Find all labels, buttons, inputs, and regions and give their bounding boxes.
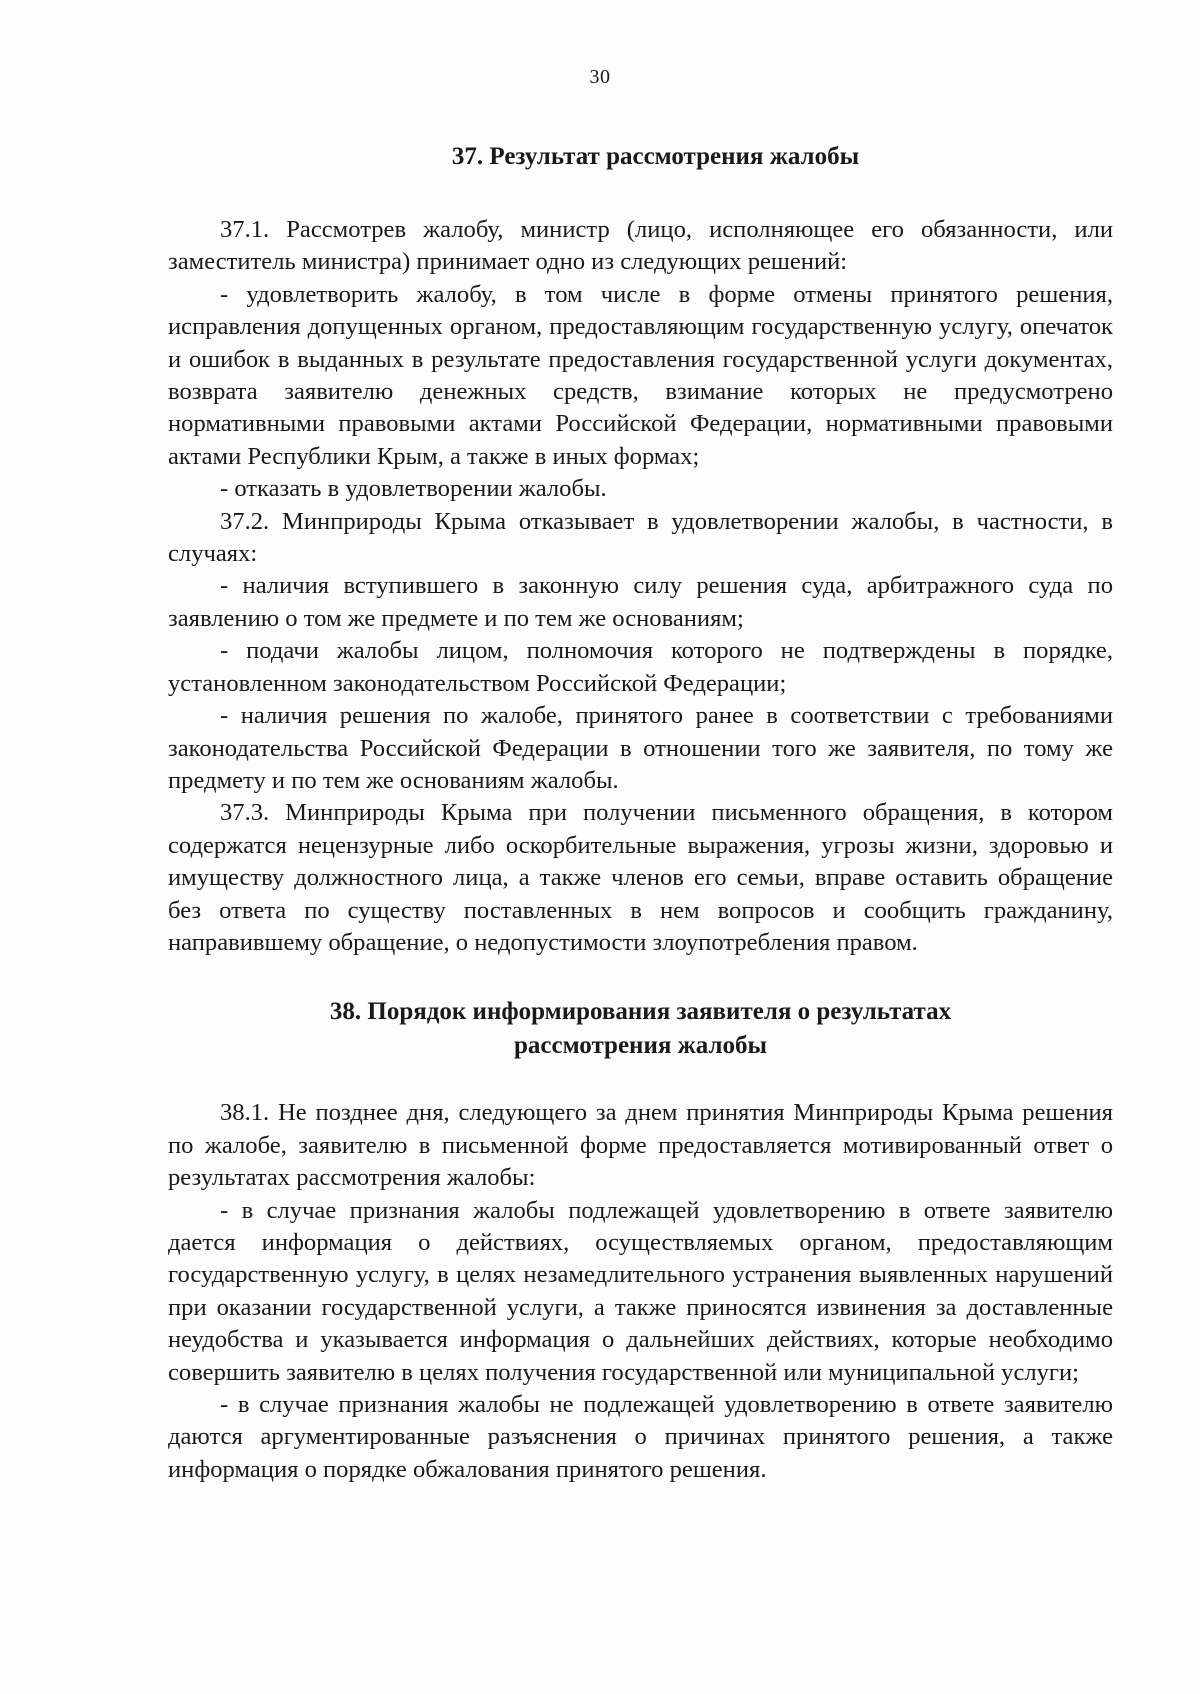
paragraph-37-1: 37.1. Рассмотрев жалобу, министр (лицо, исполняющее его обязанности, или заместитель министра) принимает одно из следующих решений: <box>168 216 1113 276</box>
section-38-title-line-2: рассмотрения жалобы <box>513 1032 768 1060</box>
page-number: 30 <box>589 66 611 88</box>
list-item-38-1-b: - в случае признания жалобы не подлежащей удовлетворению в ответе заявителю даются аргументированные разъяснения о причинах принятого решения, а также информация о порядке обжалования принятого решения. <box>168 1391 1113 1483</box>
document-body <box>168 140 1113 1486</box>
paragraph-37-2: 37.2. Минприроды Крыма отказывает в удовлетворении жалобы, в частности, в случаях: <box>168 507 1113 568</box>
paragraph-38-1: 38.1. Не позднее дня, следующего за днем принятия Минприроды Крыма решения по жалобе, заявителю в письменной форме предоставляется мотивированный ответ о результатах рассмотрения жалобы: <box>168 1099 1113 1192</box>
section-38-title-line-1: 38. Порядок информирования заявителя о результатах <box>329 998 952 1026</box>
list-item-37-2-a: - наличия вступившего в законную силу решения суда, арбитражного суда по заявлению о том же предмете и по тем же основаниям; <box>168 572 1113 632</box>
list-item-37-2-c: - наличия решения по жалобе, принятого ранее в соответствии с требованиями законодательства Российской Федерации в отношении того же заявителя, по тому же предмету и по тем же основаниям жалобы. <box>168 702 1113 794</box>
section-38-title <box>168 995 1113 1063</box>
list-item-37-2-b: - подачи жалобы лицом, полномочия которого не подтверждены в порядке, установленном законодательством Российской Федерации; <box>168 637 1113 697</box>
paragraph-37-3: 37.3. Минприроды Крыма при получении письменного обращения, в котором содержатся нецензурные либо оскорбительные выражения, угрозы жизни, здоровью и имуществу должностного лица, а также членов его семьи, вправе оставить обращение без ответа по существу поставленных в нем вопросов и сообщить гражданину, направившему обращение, о недопустимости злоупотребления правом. <box>168 799 1113 956</box>
list-item-37-1-a: - удовлетворить жалобу, в том числе в форме отмены принятого решения, исправления допущенных органом, предоставляющим государственную услугу, опечаток и ошибок в выданных в результате предоставления государственной услуги документах, возврата заявителю денежных средств, взимание которых не предусмотрено нормативными правовыми актами Российской Федерации, нормативными правовыми актами Республики Крым, а также в иных формах; <box>168 280 1113 470</box>
list-item-38-1-a: - в случае признания жалобы подлежащей удовлетворению в ответе заявителю дается информация о действиях, осуществляемых органом, предоставляющим государственную услугу, в целях незамедлительного устранения выявленных нарушений при оказании государственной услуги, а также приносятся извинения за доставленные неудобства и указывается информация о дальнейших действиях, которые необходимо совершить заявителю в целях получения государственной или муниципальной услуги; <box>168 1196 1113 1386</box>
section-37-title: 37. Результат рассмотрения жалобы <box>451 143 860 170</box>
list-item-37-1-b: - отказать в удовлетворении жалобы. <box>220 475 607 503</box>
